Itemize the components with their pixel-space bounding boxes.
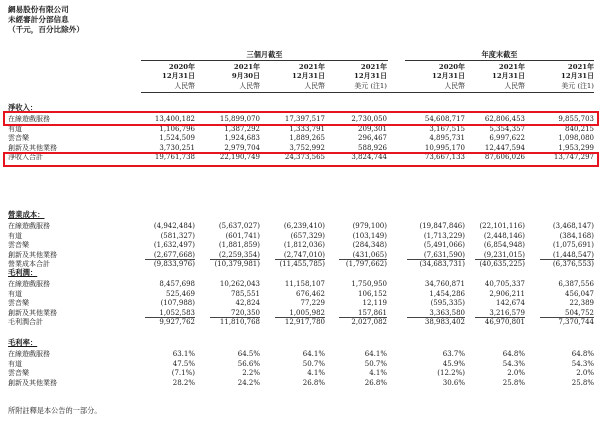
row-label: 創新及其他業務: [8, 378, 57, 387]
table-row: [0, 378, 605, 388]
subtotal-rule: [407, 259, 465, 260]
cell-value: 2,027,082: [351, 318, 387, 326]
cell-value: (5,491,066): [423, 241, 465, 249]
column-year: 2021年: [567, 63, 594, 71]
header-rule: [141, 92, 594, 93]
footnote: 所附註釋是本公告的一部分。: [8, 406, 102, 415]
cell-value: 296,467: [358, 134, 387, 142]
cell-value: 12,119: [362, 299, 387, 307]
cell-value: (979,100): [352, 222, 387, 230]
cell-value: (6,239,410): [283, 222, 325, 230]
table-row: [0, 240, 605, 250]
total-row: [0, 259, 605, 269]
cell-value: 64.8%: [571, 350, 594, 358]
cell-value: 3,167,515: [429, 124, 465, 133]
cell-value: 1,098,080: [558, 134, 594, 142]
cell-value: 2.0%: [507, 369, 525, 377]
cell-value: 40,705,337: [484, 280, 525, 288]
row-label: 創新及其他業務: [8, 143, 57, 152]
company-name: 網易股份有限公司: [8, 5, 69, 14]
subtotal-rule: [210, 259, 260, 260]
cell-value: 42,824: [235, 299, 260, 307]
highlight-total-revenue-row: [3, 152, 599, 167]
cell-value: 1,889,265: [289, 134, 325, 142]
cell-value: 1,387,292: [224, 124, 260, 133]
subtotal-rule: [339, 317, 387, 318]
cell-value: (4,942,484): [153, 222, 195, 230]
row-label: 淨收入合計: [8, 153, 43, 161]
cell-value: 3,752,992: [289, 143, 325, 152]
table-row: [0, 143, 605, 153]
table-row: [0, 368, 605, 378]
cell-value: 1,333,791: [289, 124, 325, 133]
cell-value: 4.1%: [307, 369, 325, 377]
cell-value: 12,447,594: [484, 143, 525, 152]
cell-value: (9,833,976): [153, 260, 195, 268]
cell-value: (601,741): [225, 231, 260, 240]
cell-value: 1,454,286: [429, 289, 465, 298]
cell-value: 64.5%: [237, 350, 260, 358]
cell-value: (3,468,147): [552, 222, 594, 230]
table-row: [0, 289, 605, 299]
cell-value: (9,231,015): [483, 250, 525, 259]
cell-value: 54.3%: [571, 359, 594, 368]
cell-value: 12,917,780: [284, 318, 325, 326]
column-currency: 美元 (注1): [561, 82, 594, 90]
cell-value: (1,632,497): [153, 241, 195, 249]
cell-value: (431,065): [352, 250, 387, 259]
cell-value: 6,997,622: [489, 134, 525, 142]
cell-value: (595,335): [430, 299, 465, 307]
cell-value: 142,674: [496, 299, 525, 307]
cell-value: (11,455,785): [279, 260, 325, 268]
cell-value: 106,152: [358, 289, 387, 298]
column-currency: 人民幣: [304, 82, 325, 90]
column-currency: 人民幣: [239, 82, 260, 90]
group-rule-year: [405, 60, 594, 61]
table-row: [0, 133, 605, 143]
section-title-gross-margin: 毛利率：: [8, 338, 38, 347]
cell-value: (2,259,354): [218, 250, 260, 259]
cell-value: (7.1%): [171, 369, 195, 377]
total-row: [0, 317, 605, 327]
table-row: [0, 349, 605, 359]
cell-value: 62,806,453: [484, 115, 525, 123]
table-row: [0, 221, 605, 231]
row-label: 雲音樂: [8, 299, 29, 307]
cell-value: 13,400,182: [154, 115, 195, 123]
section-title-gross-profit: 毛利潤：: [8, 268, 38, 277]
cell-value: 34,760,871: [424, 280, 465, 288]
subtotal-rule: [475, 259, 525, 260]
cell-value: (5,637,027): [218, 222, 260, 230]
cell-value: 19,761,738: [154, 153, 195, 161]
cell-value: 3,824,744: [351, 153, 387, 161]
table-row: [0, 298, 605, 308]
column-year: 2020年: [438, 63, 465, 71]
column-date: 9月30日: [231, 72, 260, 80]
cell-value: (384,168): [559, 231, 594, 240]
cell-value: (1,881,859): [218, 241, 260, 249]
cell-value: 26.8%: [302, 378, 325, 387]
row-label: 有道: [8, 124, 22, 133]
cell-value: (657,329): [290, 231, 325, 240]
row-label: 創新及其他業務: [8, 308, 57, 317]
cell-value: (7,631,590): [423, 250, 465, 259]
cell-value: (12.2%): [437, 369, 465, 377]
cell-value: 1,052,583: [159, 308, 195, 317]
cell-value: 1,924,683: [224, 134, 260, 142]
cell-value: 1,524,509: [159, 134, 195, 142]
cell-value: 38,983,402: [424, 318, 465, 326]
section-title-cost: 營業成本：: [8, 210, 45, 219]
table-row: [0, 250, 605, 260]
cell-value: 54.3%: [502, 359, 525, 368]
subtotal-rule: [475, 317, 525, 318]
cell-value: 87,606,026: [484, 153, 525, 161]
group-rule-three-months: [141, 60, 388, 61]
column-currency: 美元 (注1): [354, 82, 387, 90]
cell-value: 2.0%: [576, 369, 594, 377]
cell-value: 30.6%: [442, 378, 465, 387]
cell-value: 22,389: [569, 299, 594, 307]
section-title-revenue: 淨收入：: [8, 103, 38, 112]
row-label: 有道: [8, 289, 22, 298]
row-label: 營業成本合計: [8, 260, 50, 268]
cell-value: 25.8%: [571, 378, 594, 387]
cell-value: (40,635,225): [479, 260, 525, 268]
row-label: 在線遊戲服務: [8, 350, 50, 358]
subtotal-rule: [275, 317, 325, 318]
row-label: 在線遊戲服務: [8, 280, 50, 288]
cell-value: 50.7%: [364, 359, 387, 368]
cell-value: 46,970,801: [484, 318, 525, 326]
cell-value: 840,215: [565, 124, 594, 133]
cell-value: 157,861: [358, 308, 387, 317]
cell-value: (6,854,948): [483, 241, 525, 249]
subtotal-rule: [540, 317, 594, 318]
highlight-online-games-row: [3, 111, 599, 126]
subtotal-rule: [145, 317, 195, 318]
cell-value: 785,551: [231, 289, 260, 298]
column-year: 2021年: [498, 63, 525, 71]
cell-value: 56.6%: [237, 359, 260, 368]
subtotal-rule: [210, 317, 260, 318]
row-label: 在線遊戲服務: [8, 222, 50, 230]
cell-value: 25.8%: [502, 378, 525, 387]
cell-value: 63.1%: [172, 350, 195, 358]
cell-value: (107,988): [160, 299, 195, 307]
cell-value: 64.8%: [502, 350, 525, 358]
table-row: [0, 231, 605, 241]
cell-value: 9,927,762: [159, 318, 195, 326]
column-date: 12月31日: [561, 72, 594, 80]
row-label: 雲音樂: [8, 369, 29, 377]
cell-value: 28.2%: [172, 378, 195, 387]
cell-value: 2,979,704: [224, 143, 260, 152]
cell-value: 4.1%: [369, 369, 387, 377]
cell-value: (1,797,662): [345, 260, 387, 268]
row-label: 雲音樂: [8, 241, 29, 249]
cell-value: (6,376,553): [552, 260, 594, 268]
cell-value: (10,379,981): [214, 260, 260, 268]
group-header-year: 年度末截至: [481, 50, 518, 59]
cell-value: 3,216,579: [489, 308, 525, 317]
column-year: 2021年: [233, 63, 260, 71]
cell-value: 11,810,768: [219, 318, 260, 326]
cell-value: 13,747,297: [553, 153, 594, 161]
cell-value: 10,262,043: [219, 280, 260, 288]
table-row: [0, 308, 605, 318]
cell-value: 1,005,982: [289, 308, 325, 317]
unit-note: （千元，百分比除外）: [8, 25, 84, 34]
cell-value: (19,847,846): [419, 222, 465, 230]
cell-value: (581,327): [160, 231, 195, 240]
cell-value: 6,387,556: [558, 280, 594, 288]
cell-value: (103,149): [352, 231, 387, 240]
subtotal-rule: [339, 259, 387, 260]
column-currency: 人民幣: [174, 82, 195, 90]
column-date: 12月31日: [432, 72, 465, 80]
cell-value: 77,229: [300, 299, 325, 307]
cell-value: 9,855,703: [558, 115, 594, 123]
column-currency: 人民幣: [444, 82, 465, 90]
cell-value: 504,752: [565, 308, 594, 317]
table-row: [0, 359, 605, 369]
column-date: 12月31日: [292, 72, 325, 80]
cell-value: 63.7%: [442, 350, 465, 358]
cell-value: 4,895,731: [429, 134, 465, 142]
subtotal-rule: [275, 259, 325, 260]
row-label: 雲音樂: [8, 134, 29, 142]
statement-subtitle: 未經審計分部信息: [8, 15, 69, 24]
cell-value: 24.2%: [237, 378, 260, 387]
cell-value: 15,899,070: [219, 115, 260, 123]
cell-value: 22,190,749: [219, 153, 260, 161]
column-year: 2020年: [168, 63, 195, 71]
cell-value: 588,926: [358, 143, 387, 152]
cell-value: (1,713,229): [423, 231, 465, 240]
cell-value: 10,995,170: [424, 143, 465, 152]
table-row: [0, 279, 605, 289]
column-date: 12月31日: [492, 72, 525, 80]
cell-value: (2,747,010): [283, 250, 325, 259]
cell-value: 64.1%: [302, 350, 325, 358]
cell-value: 17,397,517: [284, 115, 325, 123]
cell-value: (284,348): [352, 241, 387, 249]
cell-value: 2,906,211: [489, 289, 525, 298]
row-label: 創新及其他業務: [8, 250, 57, 259]
row-label: 有道: [8, 359, 22, 368]
subtotal-rule: [407, 317, 465, 318]
cell-value: 5,354,357: [489, 124, 525, 133]
cell-value: 7,370,744: [558, 318, 594, 326]
cell-value: 209,301: [358, 124, 387, 133]
column-currency: 人民幣: [504, 82, 525, 90]
column-year: 2021年: [360, 63, 387, 71]
cell-value: 1,750,950: [351, 280, 387, 288]
cell-value: 1,953,299: [558, 143, 594, 152]
cell-value: (34,683,731): [419, 260, 465, 268]
cell-value: 64.1%: [364, 350, 387, 358]
row-label: 有道: [8, 231, 22, 240]
cell-value: 720,350: [231, 308, 260, 317]
cell-value: 24,373,565: [284, 153, 325, 161]
subtotal-rule: [145, 259, 195, 260]
cell-value: 45.9%: [442, 359, 465, 368]
column-date: 12月31日: [162, 72, 195, 80]
cell-value: (2,448,146): [483, 231, 525, 240]
row-label: 在線遊戲服務: [8, 115, 50, 123]
cell-value: 2.2%: [242, 369, 260, 377]
cell-value: 54,608,717: [424, 115, 465, 123]
cell-value: 525,469: [166, 289, 195, 298]
cell-value: 2,730,050: [351, 115, 387, 123]
row-label: 毛利潤合計: [8, 318, 43, 326]
cell-value: 3,730,251: [159, 143, 195, 152]
cell-value: 26.8%: [364, 378, 387, 387]
cell-value: 50.7%: [302, 359, 325, 368]
cell-value: 11,158,107: [284, 280, 325, 288]
cell-value: 1,106,796: [159, 124, 195, 133]
column-year: 2021年: [298, 63, 325, 71]
group-header-three-months: 三個月截至: [246, 50, 283, 59]
cell-value: 3,363,580: [429, 308, 465, 317]
column-date: 12月31日: [354, 72, 387, 80]
cell-value: 8,457,698: [159, 280, 195, 288]
subtotal-rule: [540, 259, 594, 260]
cell-value: (1,075,691): [552, 241, 594, 249]
cell-value: 676,462: [296, 289, 325, 298]
cell-value: (2,677,668): [153, 250, 195, 259]
cell-value: 73,667,133: [424, 153, 465, 161]
cell-value: 47.5%: [172, 359, 195, 368]
cell-value: (1,812,036): [283, 241, 325, 249]
cell-value: 456,047: [565, 289, 594, 298]
cell-value: (22,101,116): [479, 222, 525, 230]
cell-value: (1,448,547): [552, 250, 594, 259]
